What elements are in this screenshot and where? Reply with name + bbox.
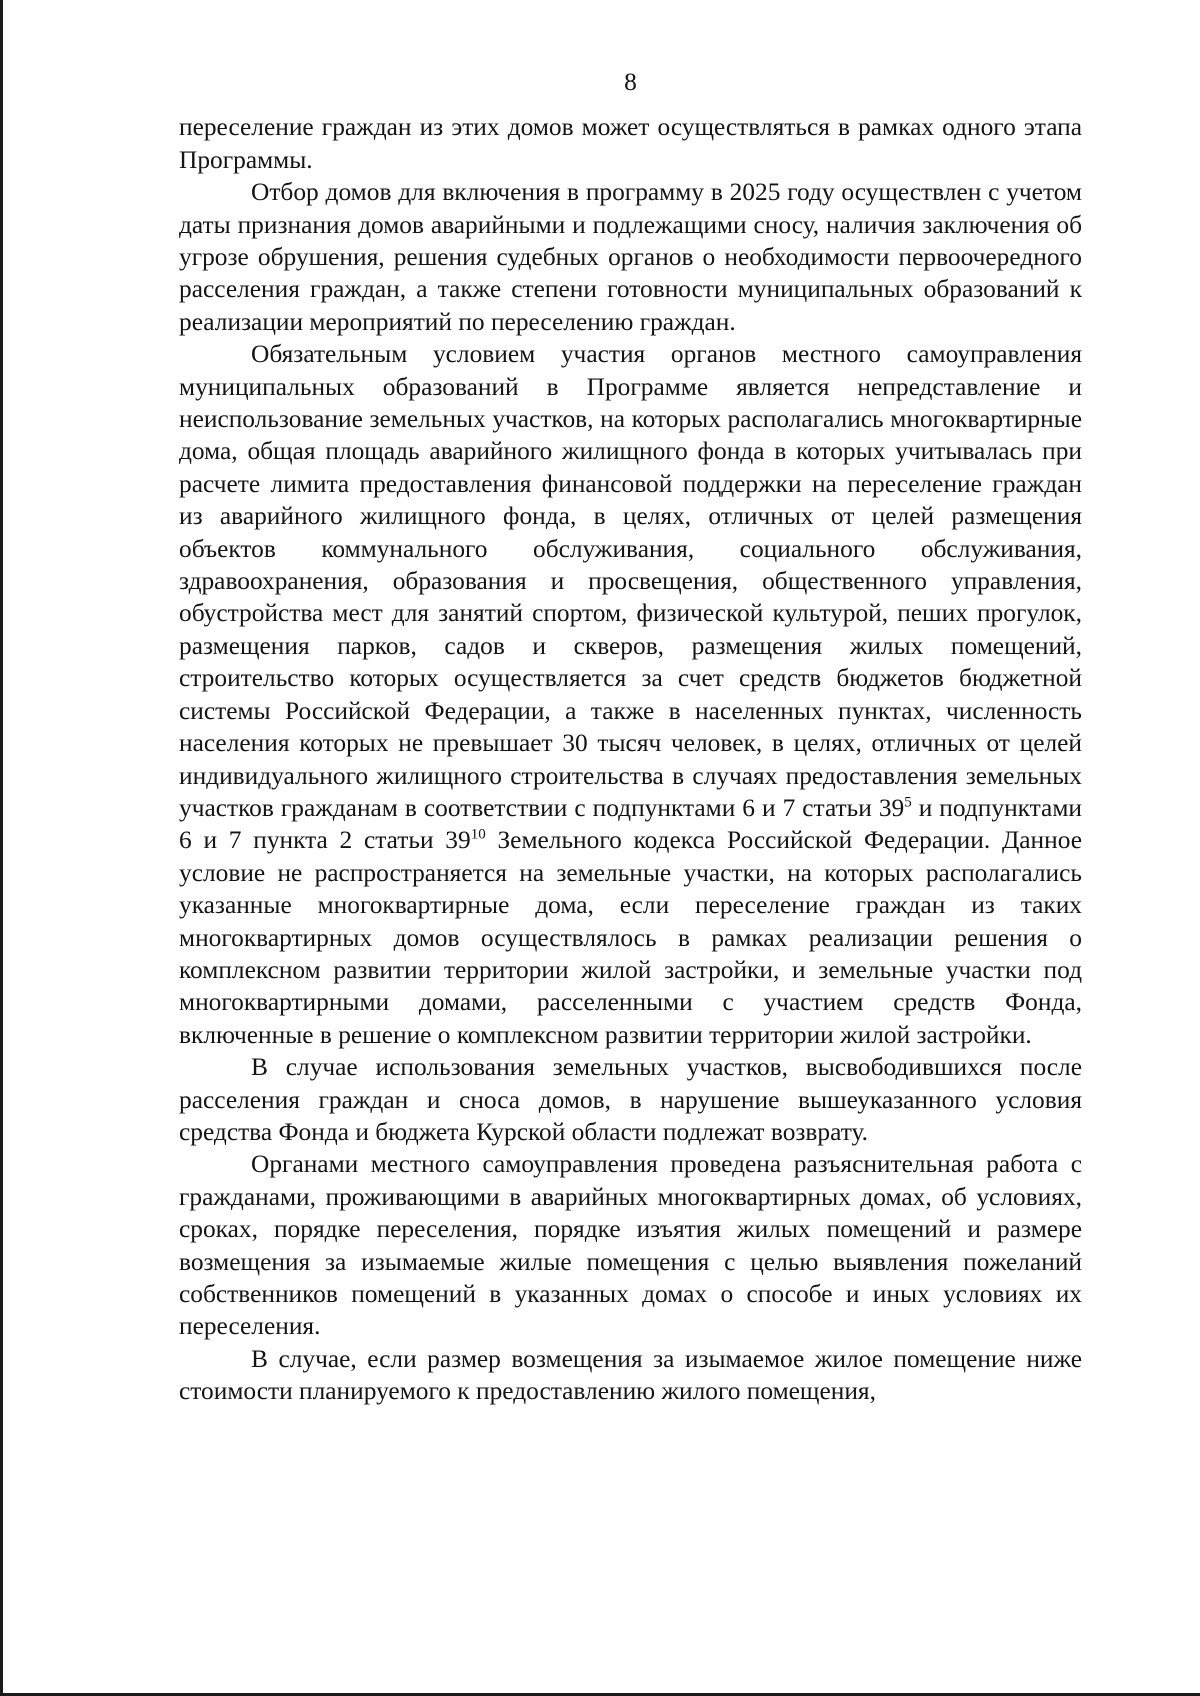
paragraph-continuation: переселение граждан из этих домов может осуществляться в рамках одного этапа Программы. [179, 113, 1082, 174]
scan-edge-left [0, 0, 3, 1696]
paragraph-text: Обязательным условием участия органов местного самоуправления муниципальных образований в Программе является непредставление и неиспользование земельных участков, на которых располагались многоквартирные дома, общая площадь аварийного жилищного фонда в которых учитывалась при расчете лимита предоставления финансовой поддержки на переселение граждан из аварийного жилищного фонда, в целях, отличных от целей размещения объектов коммунального обслуживания, социального обслуживания, здравоохранения, образования и просвещения, общественного управления, обустройства мест для занятий спортом, физической культурой, пеших прогулок, размещения парков, садов и скверов, размещения жилых помещений, строительство которых осуществляется за счет средств бюджетов бюджетной системы Российской Федерации, а также в населенных пунктах, численность населения которых не превышает 30 тысяч человек, в целях, отличных от целей индивидуального жилищного строительства в случаях предоставления земельных участков гражданам в соответствии с подпунктами 6 и 7 статьи 39 [179, 340, 1082, 822]
document-page [179, 66, 1082, 1408]
superscript-article-39-5: 5 [904, 794, 912, 811]
paragraph-explanatory-work: Органами местного самоуправления проведена разъяснительная работа с гражданами, проживающими в аварийных многоквартирных домах, об условиях, сроках, порядке переселения, порядке изъятия жилых помещений и размере возмещения за изымаемые жилые помещения с целью выявления пожеланий собственников помещений в указанных домах о способе и иных условиях их переселения. [179, 1150, 1082, 1341]
paragraph-compensation: В случае, если размер возмещения за изымаемое жилое помещение ниже стоимости планируемого к предоставлению жилого помещения, [179, 1344, 1082, 1406]
paragraph-land-use-violation: В случае использования земельных участков, высвободившихся после расселения граждан и сноса домов, в нарушение вышеуказанного условия средства Фонда и бюджета Курской области подлежат возврату. [179, 1053, 1082, 1146]
paragraph-text: и подпунктами 6 и 7 пункта 2 статьи 39 [179, 793, 1082, 855]
page-number: 8 [624, 68, 637, 96]
paragraph-participation-condition [179, 338, 1082, 1051]
superscript-article-39-10: 10 [470, 827, 486, 844]
paragraph-house-selection: Отбор домов для включения в программу в 2025 году осуществлен с учетом даты признания домов аварийными и подлежащими сносу, наличия заключения об угрозе обрушения, решения судебных органов о необходимости первоочередного расселения граждан, а также степени готовности муниципальных образований к реализации мероприятий по переселению граждан. [179, 178, 1082, 336]
paragraph-text: Земельного кодекса Российской Федерации. Данное условие не распространяется на земельные участки, на которых располагались указанные многоквартирные дома, если переселение граждан из таких многоквартирных домов осуществлялось в рамках реализации решения о комплексном развитии территории жилой застройки, и земельные участки под многоквартирными домами, расселенными с участием средств Фонда, включенные в решение о комплексном развитии территории жилой застройки. [179, 826, 1082, 1049]
